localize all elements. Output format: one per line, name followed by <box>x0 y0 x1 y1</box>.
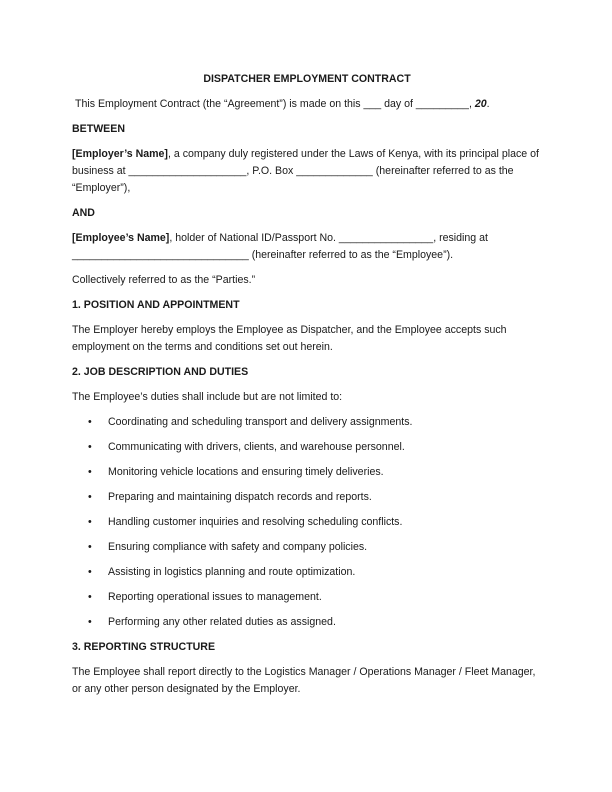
duty-item: • Coordinating and scheduling transport and delivery assignments. <box>72 414 542 431</box>
section-3-heading: 3. REPORTING STRUCTURE <box>72 641 216 653</box>
document-title: DISPATCHER EMPLOYMENT CONTRACT <box>203 73 411 85</box>
parties-text: Collectively referred to as the “Parties.” <box>72 274 256 286</box>
intro-end: . <box>486 98 490 110</box>
employee-text: , holder of National ID/Passport No. ________________, residing at ______________________________ (hereinafter referred to as the “Employee”). <box>72 232 488 261</box>
duties-list <box>72 414 542 631</box>
intro-text: This Employment Contract (the “Agreement”) is made on this ___ day of _________, <box>75 98 475 110</box>
duty-item: • Assisting in logistics planning and route optimization. <box>72 564 542 581</box>
employer-text: , a company duly registered under the Laws of Kenya, with its principal place of business at ____________________, P.O. Box _____________ (hereinafter referred to as the “Employer”), <box>72 148 539 194</box>
document-body <box>72 71 542 706</box>
duty-item: • Ensuring compliance with safety and company policies. <box>72 539 542 556</box>
section-2-heading: 2. JOB DESCRIPTION AND DUTIES <box>72 366 249 378</box>
duty-item: • Reporting operational issues to management. <box>72 589 542 606</box>
duty-item: • Monitoring vehicle locations and ensuring timely deliveries. <box>72 464 542 481</box>
duty-item: • Performing any other related duties as assigned. <box>72 614 542 631</box>
employer-paragraph <box>72 146 542 197</box>
intro-year: 20 <box>474 98 487 110</box>
section-2-intro: The Employee’s duties shall include but are not limited to: <box>72 391 343 403</box>
and-label: AND <box>72 207 95 219</box>
duty-item: • Preparing and maintaining dispatch records and reports. <box>72 489 542 506</box>
employee-name: [Employee’s Name] <box>72 232 170 244</box>
between-label: BETWEEN <box>72 123 125 135</box>
intro-paragraph <box>72 96 542 113</box>
section-1-text: The Employer hereby employs the Employee as Dispatcher, and the Employee accepts such employment on the terms and conditions set out herein. <box>72 324 507 353</box>
employee-paragraph <box>72 230 542 264</box>
employer-name: [Employer’s Name] <box>72 148 168 160</box>
duty-item: • Handling customer inquiries and resolving scheduling conflicts. <box>72 514 542 531</box>
section-1-heading: 1. POSITION AND APPOINTMENT <box>72 299 240 311</box>
duty-item: • Communicating with drivers, clients, and warehouse personnel. <box>72 439 542 456</box>
section-3-text: The Employee shall report directly to the Logistics Manager / Operations Manager / Fleet Manager, or any other person designated by the Employer. <box>72 666 536 695</box>
